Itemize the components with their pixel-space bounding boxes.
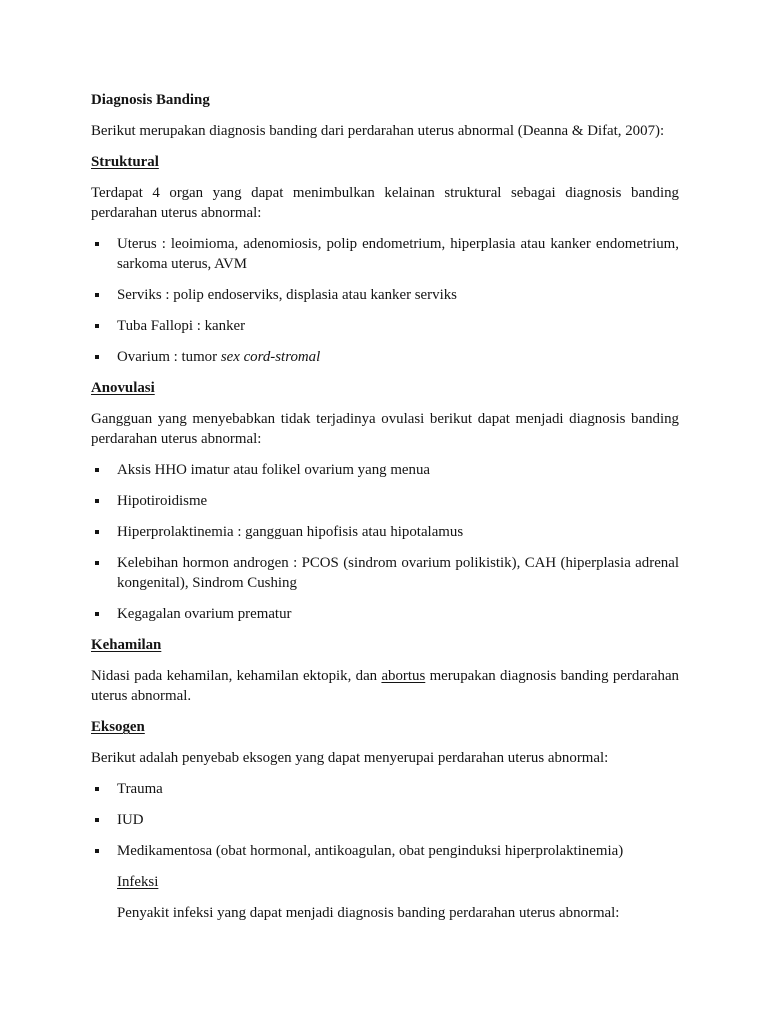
paragraph-line: Gangguan yang menyebabkan tidak terjadinya ovulasi berikut dapat menjadi diagnosis banding (91, 411, 679, 428)
list-item-text: Medikamentosa (obat hormonal, antikoagulan, obat penginduksi hiperprolaktinemia) (117, 843, 624, 860)
list-item-text: Hiperprolaktinemia : gangguan hipofisis atau hipotalamus (117, 524, 464, 541)
list-item-line: kongenital), Sindrom Cushing (117, 575, 297, 592)
section-heading-text: Struktural (91, 153, 159, 170)
list-item-text: Trauma (117, 781, 163, 798)
list-item-text: IUD (117, 812, 144, 829)
square-bullet-icon (95, 499, 99, 503)
infeksi-intro-paragraph: Penyakit infeksi yang dapat menjadi diagnosis banding perdarahan uterus abnormal: (117, 905, 620, 922)
section-heading-eksogen (91, 717, 679, 737)
subheading-infeksi (91, 872, 679, 892)
list-item-line: sarkoma uterus, AVM (117, 256, 248, 273)
paragraph-line: perdarahan uterus abnormal: (91, 431, 262, 448)
list-item-hiperprolaktinemia (91, 522, 679, 542)
list-item-text: Serviks : polip endoserviks, displasia atau kanker serviks (117, 287, 457, 304)
paragraph-text: merupakan diagnosis banding perdarahan (429, 668, 679, 685)
list-item-text: Hipotiroidisme (117, 493, 208, 510)
struktural-list (91, 234, 679, 367)
list-item-line: Kelebihan hormon androgen : PCOS (sindrom ovarium polikistik), CAH (hiperplasia adrenal (117, 555, 679, 572)
section-heading-anovulasi (91, 378, 679, 398)
paragraph-line: Terdapat 4 organ yang dapat menimbulkan kelainan struktural sebagai diagnosis banding (91, 184, 679, 201)
list-item-tuba-fallopi (91, 316, 679, 336)
list-item-ovarium (91, 347, 679, 367)
eksogen-intro-paragraph: Berikut adalah penyebab eksogen yang dapat menyerupai perdarahan uterus abnormal: (91, 750, 609, 767)
square-bullet-icon (95, 612, 99, 616)
list-item-kegagalan-ovarium (91, 604, 679, 624)
paragraph-line (91, 666, 679, 686)
square-bullet-icon (95, 293, 99, 297)
list-item-trauma (91, 779, 679, 799)
paragraph-text: Nidasi pada kehamilan, kehamilan ektopik, dan (91, 668, 378, 685)
list-item-text: Kegagalan ovarium prematur (117, 606, 292, 623)
section-heading-struktural (91, 152, 679, 172)
square-bullet-icon (95, 849, 99, 853)
section-heading-kehamilan (91, 635, 679, 655)
square-bullet-icon (95, 355, 99, 359)
kehamilan-paragraph (91, 666, 679, 707)
eksogen-list (91, 779, 679, 861)
anovulasi-list (91, 460, 679, 624)
square-bullet-icon (95, 242, 99, 246)
list-item-iud (91, 810, 679, 830)
list-item-text: Aksis HHO imatur atau folikel ovarium yang menua (117, 462, 431, 479)
list-item-hipotiroidisme (91, 491, 679, 511)
paragraph-line: uterus abnormal. (91, 688, 192, 705)
list-item-uterus (91, 234, 679, 275)
list-item-medikamentosa (91, 841, 679, 861)
paragraph-line: perdarahan uterus abnormal: (91, 205, 262, 222)
square-bullet-icon (95, 530, 99, 534)
square-bullet-icon (95, 787, 99, 791)
list-item-kelebihan-hormon-androgen (91, 553, 679, 594)
intro-paragraph: Berikut merupakan diagnosis banding dari perdarahan uterus abnormal (Deanna & Difat, 2007): (91, 122, 665, 139)
section-heading-text: Kehamilan (91, 637, 162, 654)
document-page (91, 90, 679, 934)
list-item-aksis-hho (91, 460, 679, 480)
list-item-text: Ovarium : tumor (117, 349, 218, 366)
subheading-text: Infeksi (117, 874, 159, 891)
list-item-italic-term: sex cord-stromal (220, 349, 321, 366)
section-heading-text: Eksogen (91, 719, 145, 736)
abortus-link[interactable]: abortus (381, 668, 426, 685)
list-item-text: Tuba Fallopi : kanker (117, 318, 246, 335)
struktural-intro-paragraph (91, 183, 679, 224)
section-heading-text: Anovulasi (91, 380, 155, 397)
list-item-line: Uterus : leoimioma, adenomiosis, polip endometrium, hiperplasia atau kanker endometrium, (117, 236, 679, 253)
anovulasi-intro-paragraph (91, 409, 679, 450)
page-title: Diagnosis Banding (91, 92, 210, 108)
square-bullet-icon (95, 468, 99, 472)
list-item-serviks (91, 285, 679, 305)
square-bullet-icon (95, 561, 99, 565)
square-bullet-icon (95, 818, 99, 822)
square-bullet-icon (95, 324, 99, 328)
